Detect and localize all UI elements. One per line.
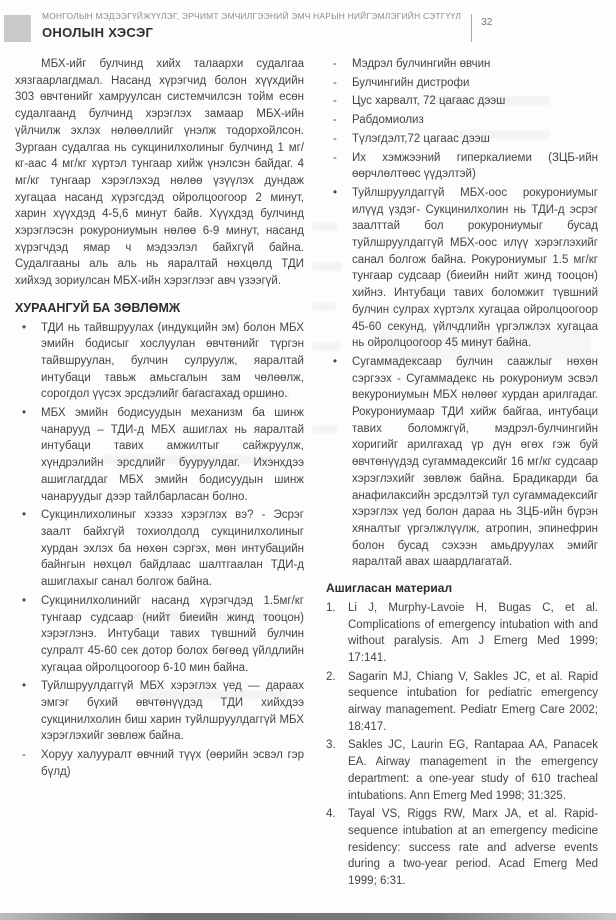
list-item [15, 507, 304, 591]
reference-number: 2. [326, 670, 336, 683]
intro-paragraph: МБХ-ийг булчинд хийх талаархи судалгаа хязгаарлагдмал. Насанд хүрэгчид болон хүүхдийн 303 өвчтөнийг хамруулсан системчилсэн тойм есөн судалгаанд булчинд хэрэглэх замаар МБХ-ийн үйлчилж эхлэх нөлөөллийг үнэлж тодорхойлсон. Зургаан судалгаа нь сукцинилхолиныг булчинд 1 мг/кг-аас 4 мг/кг хүртэл тунгаар хийж үнэлсэн байдаг. 4 мг/кг тунгаар хэрэглэхэд нөлөө үзүүлэх дундаж хугацаа насанд хүрэгсдэд ойролцоогоор 2 минут, харин хүүхдэд 4-5,6 минут байв. Хүүхдэд булчинд хэрэглэсэн рокурониумын нөлөө 6-9 минут, насанд хүрэгчдэд ямар ч мэдээлэл байхгүй байна. Судалгааны аль аль нь яаралтай нөхцөлд ТДИ хийхэд зориулсан МБХ-ийн хэрэглээг авч үзээгүй. [15, 58, 304, 288]
list-item-text: Их хэмжээний гиперкалиеми (ЗЦБ-ийн өөрчлөлтөөс үүдэлтэй) [352, 151, 598, 181]
dash-marker: - [333, 151, 337, 164]
scan-bottom-edge-shadow [0, 913, 616, 920]
contraindication-dash-list [326, 56, 598, 183]
bullet-marker: • [22, 407, 27, 420]
references-list [326, 600, 598, 890]
bullet-marker: • [22, 509, 27, 522]
list-item [326, 75, 598, 92]
reference-item [326, 806, 598, 890]
list-item [326, 56, 598, 73]
dash-marker: - [333, 95, 337, 108]
bullet-marker: • [22, 680, 27, 693]
dash-marker: - [333, 132, 337, 145]
journal-logo-square [4, 15, 31, 42]
page-header [0, 0, 616, 42]
dash-marker: - [333, 114, 337, 127]
list-item [326, 185, 598, 352]
dash-marker: - [22, 749, 26, 762]
journal-title: МОНГОЛЫН МЭДЭЭГҮЙЖҮҮЛЭГ, ЭРЧИМТ ЭМЧИЛГЭЭНИЙ ЭМЧ НАРЫН НИЙГЭМЛЭГИЙН СЭТГҮҮЛ [42, 11, 462, 21]
list-item-text: Туйлшруулдаггүй МБХ хэрэглэх үед — дараах эмгэг бүхий өвчтөнүүдэд ТДИ хийхдээ сукцинилхолин биш харин туйлшруулдаггүй МБХ хэрэглэхийг зөвлөж байна. [41, 680, 304, 743]
list-item [15, 405, 304, 505]
page-number: 32 [481, 17, 493, 28]
list-item-text: Сугаммадексаар булчин саажлыг нөхөн сэргээх - Сугаммадекс нь рокурониум эсвэл векурониумын МБХ нөлөөг хурдан арилгадаг. Рокурониумаар ТДИ хийж байгаа, интубаци тавих боломжгүй, мэдрэл-булчингийн хоригийг арилгахад үр дүн өгөх гэж буй өвчтөнүүдэд сугаммадексийг 16 мг/кг судсаар хэрэглэхийг зөвлөж байна. Брадикарди ба анафилаксийн эрсдэлтэй тул сугаммадексийг хэрэглэх үед болон дараа нь ЗЦБ-ийн бүрэн хяналтыг үргэлжлүүлж, атропин, эпинефрин болон бусад сэхээн амьдруулах эмийг яаралтай авах шаардлагатай. [352, 355, 598, 569]
reference-number: 3. [326, 739, 336, 752]
bullet-marker: • [22, 321, 27, 334]
page-number-divider [471, 14, 472, 42]
list-item [326, 150, 598, 183]
reference-item [326, 669, 598, 736]
reference-item [326, 737, 598, 804]
list-item-text: Рабдомиолиз [352, 114, 424, 127]
list-item [15, 593, 304, 677]
bullet-marker: • [333, 186, 338, 199]
list-item-text: Туйлшруулдаггүй МБХ-оос рокурониумыг илүүд үздэг- Сукцинилхолин нь ТДИ-д эсрэг заалттай бол рокурониумыг бусад туйлшруулдаггүй МБХ-оос илүү хэрэглэхийг санал болгож байна. Рокурониумыг 1.5 мг/кг тунгаар судсаар (биеийн нийт жинд тооцон) хийнэ. Интубаци тавих боломжит түвшний булчин сулрах хүртэлх хугацаа ойролцоогоор 45-60 секунд, үйлчдлийн үргэлжлэх хугацаа нь ойролцоогоор 45 минут байна. [352, 186, 598, 350]
bullet-marker: • [333, 355, 338, 368]
reference-text: Tayal VS, Riggs RW, Marx JA, et al. Rapid-sequence intubation at an emergency medicine residency: success rate and adverse events during a two-year period. Acad Emerg Med 1999; 6:31. [348, 808, 598, 888]
list-item-text: МБХ эмийн бодисуудын механизм ба шинж чанарууд – ТДИ-д МБХ ашиглах нь яаралтай интубаци тавих амжилтыг сайжруулж, хүндрэлийн эрсдлийг бууруулдаг. Ихэнхдээ ашиглагддаг МБХ эмийн бодисуудын шинж чанаруудыг дээр тайлбарласан болно. [41, 407, 304, 503]
list-item-text: Сукцинлихолиныг хэзээ хэрэглэх вэ? - Эсрэг заалт байхгүй тохиолдолд сукцинилхолиныг хурдан эхлэх ба нөхөн сэргэх, мөн интубацийн байнгын нөхцөл байдлаас шалтгаалан ТДИ-д ашиглахыг санал болгож байна. [41, 509, 304, 589]
list-item [326, 131, 598, 148]
dash-marker: - [333, 58, 337, 70]
section-title: ОНОЛЫН ХЭСЭГ [42, 25, 154, 40]
summary-heading: ХУРААНГУЙ БА ЗӨВЛӨМЖ [15, 300, 181, 315]
bullet-marker: • [22, 594, 27, 607]
list-item [326, 93, 598, 110]
list-item [326, 112, 598, 129]
two-column-body [0, 42, 616, 892]
reference-item [326, 600, 598, 667]
list-item [326, 354, 598, 571]
right-column [326, 56, 598, 892]
list-item-text: Булчингийн дистрофи [352, 76, 470, 89]
reference-text: Sagarin MJ, Chiang V, Sakles JC, et al. Rapid sequence intubation for pediatric emergency airway management. Pediatr Emerg Care 2002; 18:417. [348, 670, 598, 733]
list-item-text: Цус харвалт, 72 цагаас дээш [352, 95, 506, 108]
left-column [15, 56, 304, 892]
reference-text: Sakles JC, Laurin EG, Rantapaa AA, Panacek EA. Airway management in the emergency department: a one-year study of 610 tracheal intubations. Ann Emerg Med 1998; 31:325. [348, 739, 598, 802]
list-item [15, 678, 304, 745]
references-heading: Ашигласан материал [326, 581, 453, 596]
list-item-text: Хоруу халууралт өвчний түүх (өөрийн эсвэл гэр бүлд) [41, 749, 304, 778]
list-item-text: Түлэгдэлт,72 цагаас дээш [352, 132, 490, 145]
recommendation-bullet-list [326, 185, 598, 571]
list-item-text: Сукцинилхолинийг насанд хүрэгчдэд 1.5мг/кг тунгаар судсаар (нийт биеийн жинд тооцон) хэрэглэнэ. Интубаци тавих түвшний булчин сулралт 45-60 сек дотор болох бөгөөд үйлдлийн хугацаа ойролцоогоор 6-10 мин байна. [41, 594, 304, 674]
reference-number: 4. [326, 808, 336, 821]
reference-text: Li J, Murphy-Lavoie H, Bugas C, et al. Complications of emergency intubation with and without paralysis. Am J Emerg Med 1999; 17:141. [348, 601, 598, 664]
list-item-text: Мэдрэл булчингийн өвчин [352, 58, 491, 70]
summary-bullet-list [15, 320, 304, 781]
list-item [15, 747, 304, 780]
reference-number: 1. [326, 601, 336, 614]
dash-marker: - [333, 76, 337, 89]
list-item-text: ТДИ нь тайвшруулах (индукцийн эм) болон МБХ эмийн бодисыг хослуулан өвчтөнийг түргэн тайвшруулан, булчин сулруулж, яаралтай интубаци тавьж амьсгалын зам чөлөөлж, сорогдол үүсэх эрсдэлийг багасгахад оршино. [41, 321, 304, 401]
header-text-block [42, 11, 461, 40]
list-item [15, 320, 304, 404]
